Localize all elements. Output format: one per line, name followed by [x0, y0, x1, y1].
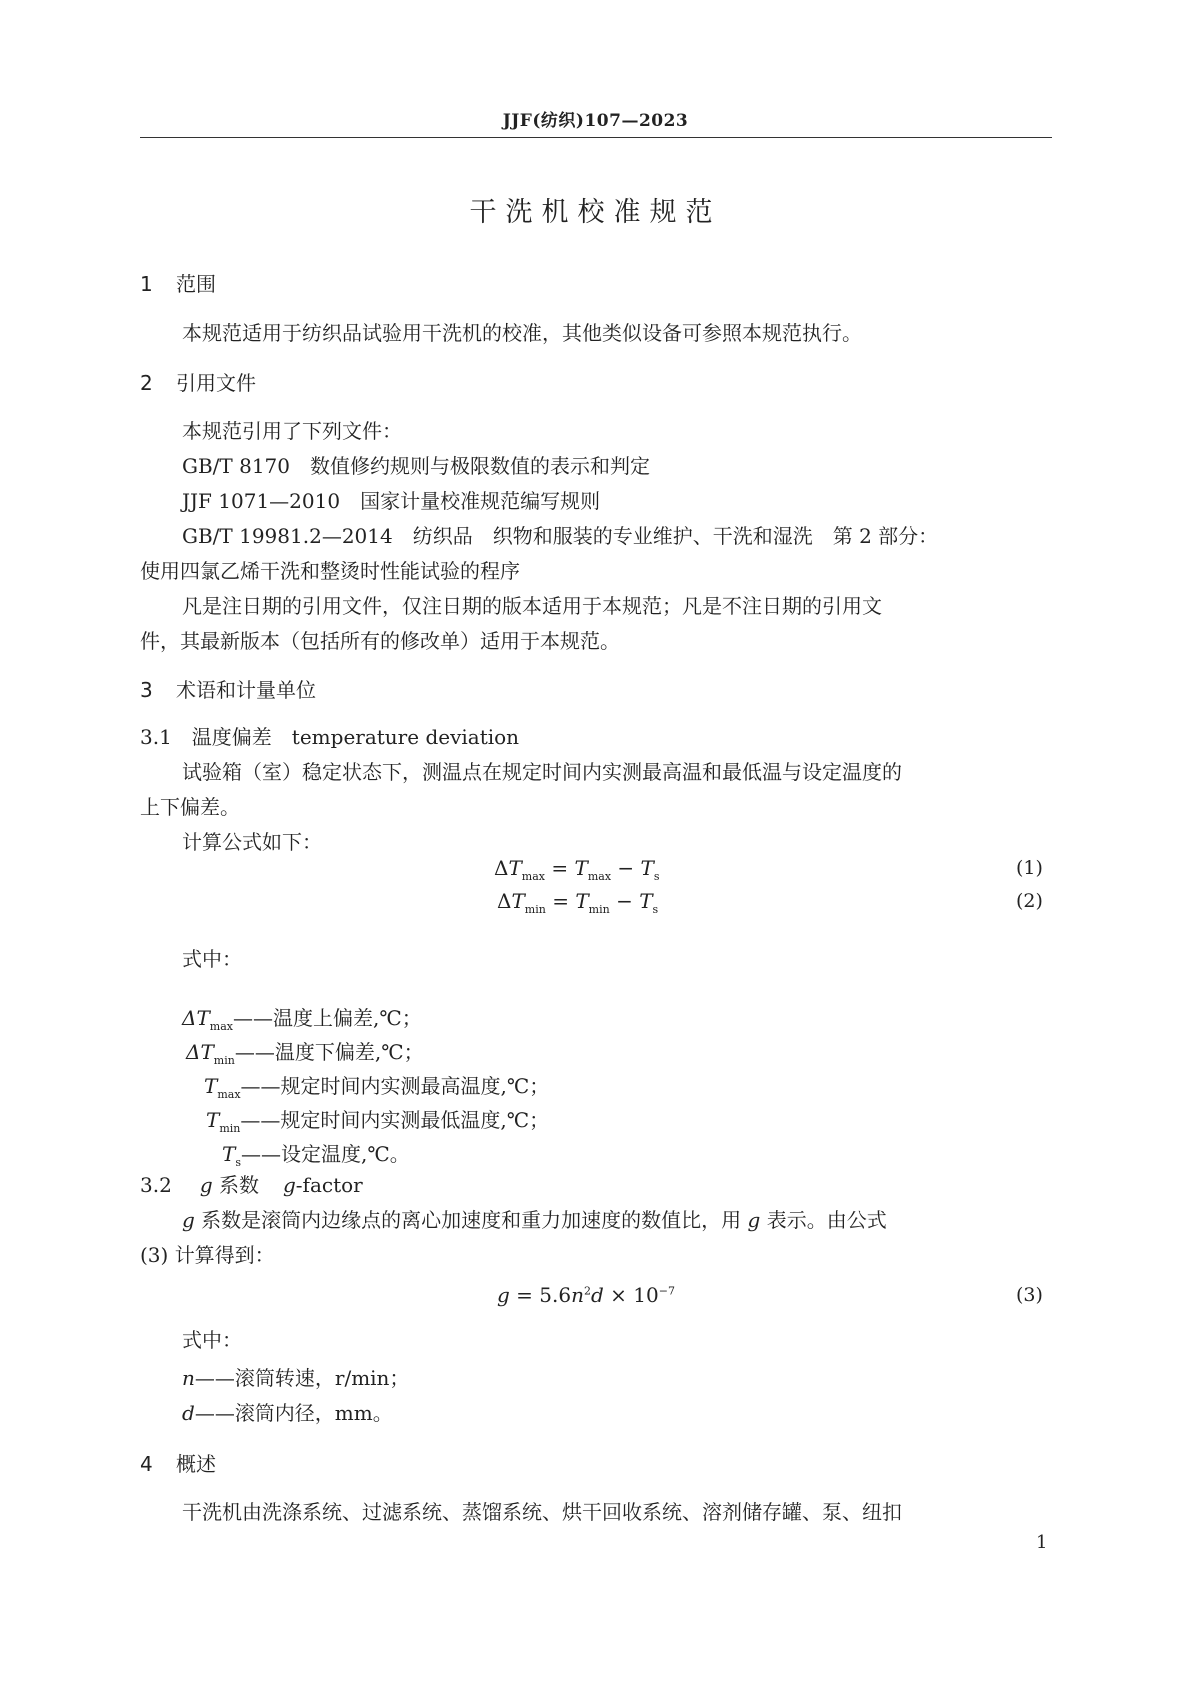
term-3-1-heading: 3.1 温度偏差 temperature deviation [140, 725, 520, 749]
section-4-text: 干洗机由洗涤系统、过滤系统、蒸馏系统、烘干回收系统、溶剂储存罐、泵、纽扣 [182, 1500, 902, 1524]
section-2-heading [140, 367, 256, 396]
symbol-definition: $T_{min}——$规定时间内实测最低温度,℃； [206, 1108, 550, 1135]
where-label: 式中： [182, 947, 242, 971]
equation-1-number: (1) [1016, 857, 1043, 879]
references-note-continued: 件，其最新版本（包括所有的修改单）适用于本规范。 [140, 629, 620, 653]
section-number: 2 [140, 371, 153, 395]
section-title: 范围 [176, 272, 216, 296]
symbol-definition: $T_{max}——$规定时间内实测最高温度,℃； [204, 1074, 550, 1101]
symbol-definition: d——滚筒内径，mm。 [182, 1401, 393, 1425]
section-number: 1 [140, 272, 153, 296]
term-3-2-definition: g 系数是滚筒内边缘点的离心加速度和重力加速度的数值比，用 g 表示。由公式 [182, 1208, 887, 1232]
section-1-heading [140, 268, 216, 297]
equation-2: $\Delta T_{min} = T_{min} - T_s$ [497, 889, 659, 916]
section-3-heading [140, 674, 316, 703]
section-title: 概述 [176, 1452, 216, 1476]
equation-3-number: (3) [1016, 1284, 1043, 1306]
section-number: 4 [140, 1452, 153, 1476]
where-label: 式中： [182, 1328, 242, 1352]
reference-item: GB/T 8170 数值修约规则与极限数值的表示和判定 [182, 454, 651, 478]
document-header: JJF(纺织)107—2023 [502, 111, 689, 131]
equation-3: $g = 5.6n^2d \times 10^{-7}$ [497, 1283, 675, 1307]
term-3-1-definition: 试验箱（室）稳定状态下，测温点在规定时间内实测最高温和最低温与设定温度的 [182, 760, 902, 784]
section-number: 3 [140, 678, 153, 702]
section-4-heading [140, 1448, 216, 1477]
symbol-definition: n——滚筒转速，r/min； [182, 1366, 410, 1390]
reference-item-continued: 使用四氯乙烯干洗和整烫时性能试验的程序 [140, 559, 520, 583]
symbol-definition: $\Delta T_{max}——$温度上偏差,℃； [182, 1006, 422, 1033]
references-note: 凡是注日期的引用文件，仅注日期的版本适用于本规范；凡是不注日期的引用文 [182, 594, 882, 618]
equation-2-number: (2) [1016, 890, 1043, 912]
references-intro: 本规范引用了下列文件： [182, 419, 402, 443]
section-title: 术语和计量单位 [176, 678, 316, 702]
section-1-text: 本规范适用于纺织品试验用干洗机的校准，其他类似设备可参照本规范执行。 [182, 321, 862, 345]
header-rule [140, 137, 1052, 138]
term-3-2-definition-continued: (3) 计算得到： [140, 1243, 275, 1267]
equation-1: $\Delta T_{max} = T_{max} - T_s$ [494, 856, 660, 883]
page-number: 1 [1036, 1532, 1048, 1553]
page-title: 干洗机校准规范 [469, 197, 722, 228]
term-3-1-definition-continued: 上下偏差。 [140, 795, 240, 819]
reference-item: GB/T 19981.2—2014 纺织品 织物和服装的专业维护、干洗和湿洗 第 2 部分： [182, 524, 939, 548]
term-3-2-heading: 3.2 g 系数 g-factor [140, 1173, 363, 1197]
reference-item: JJF 1071—2010 国家计量校准规范编写规则 [182, 489, 601, 513]
section-title: 引用文件 [176, 371, 256, 395]
symbol-definition: $T_s——$设定温度,℃。 [222, 1142, 410, 1169]
formula-intro: 计算公式如下： [182, 830, 322, 854]
symbol-definition: $\Delta T_{min}——$温度下偏差,℃； [186, 1040, 424, 1067]
